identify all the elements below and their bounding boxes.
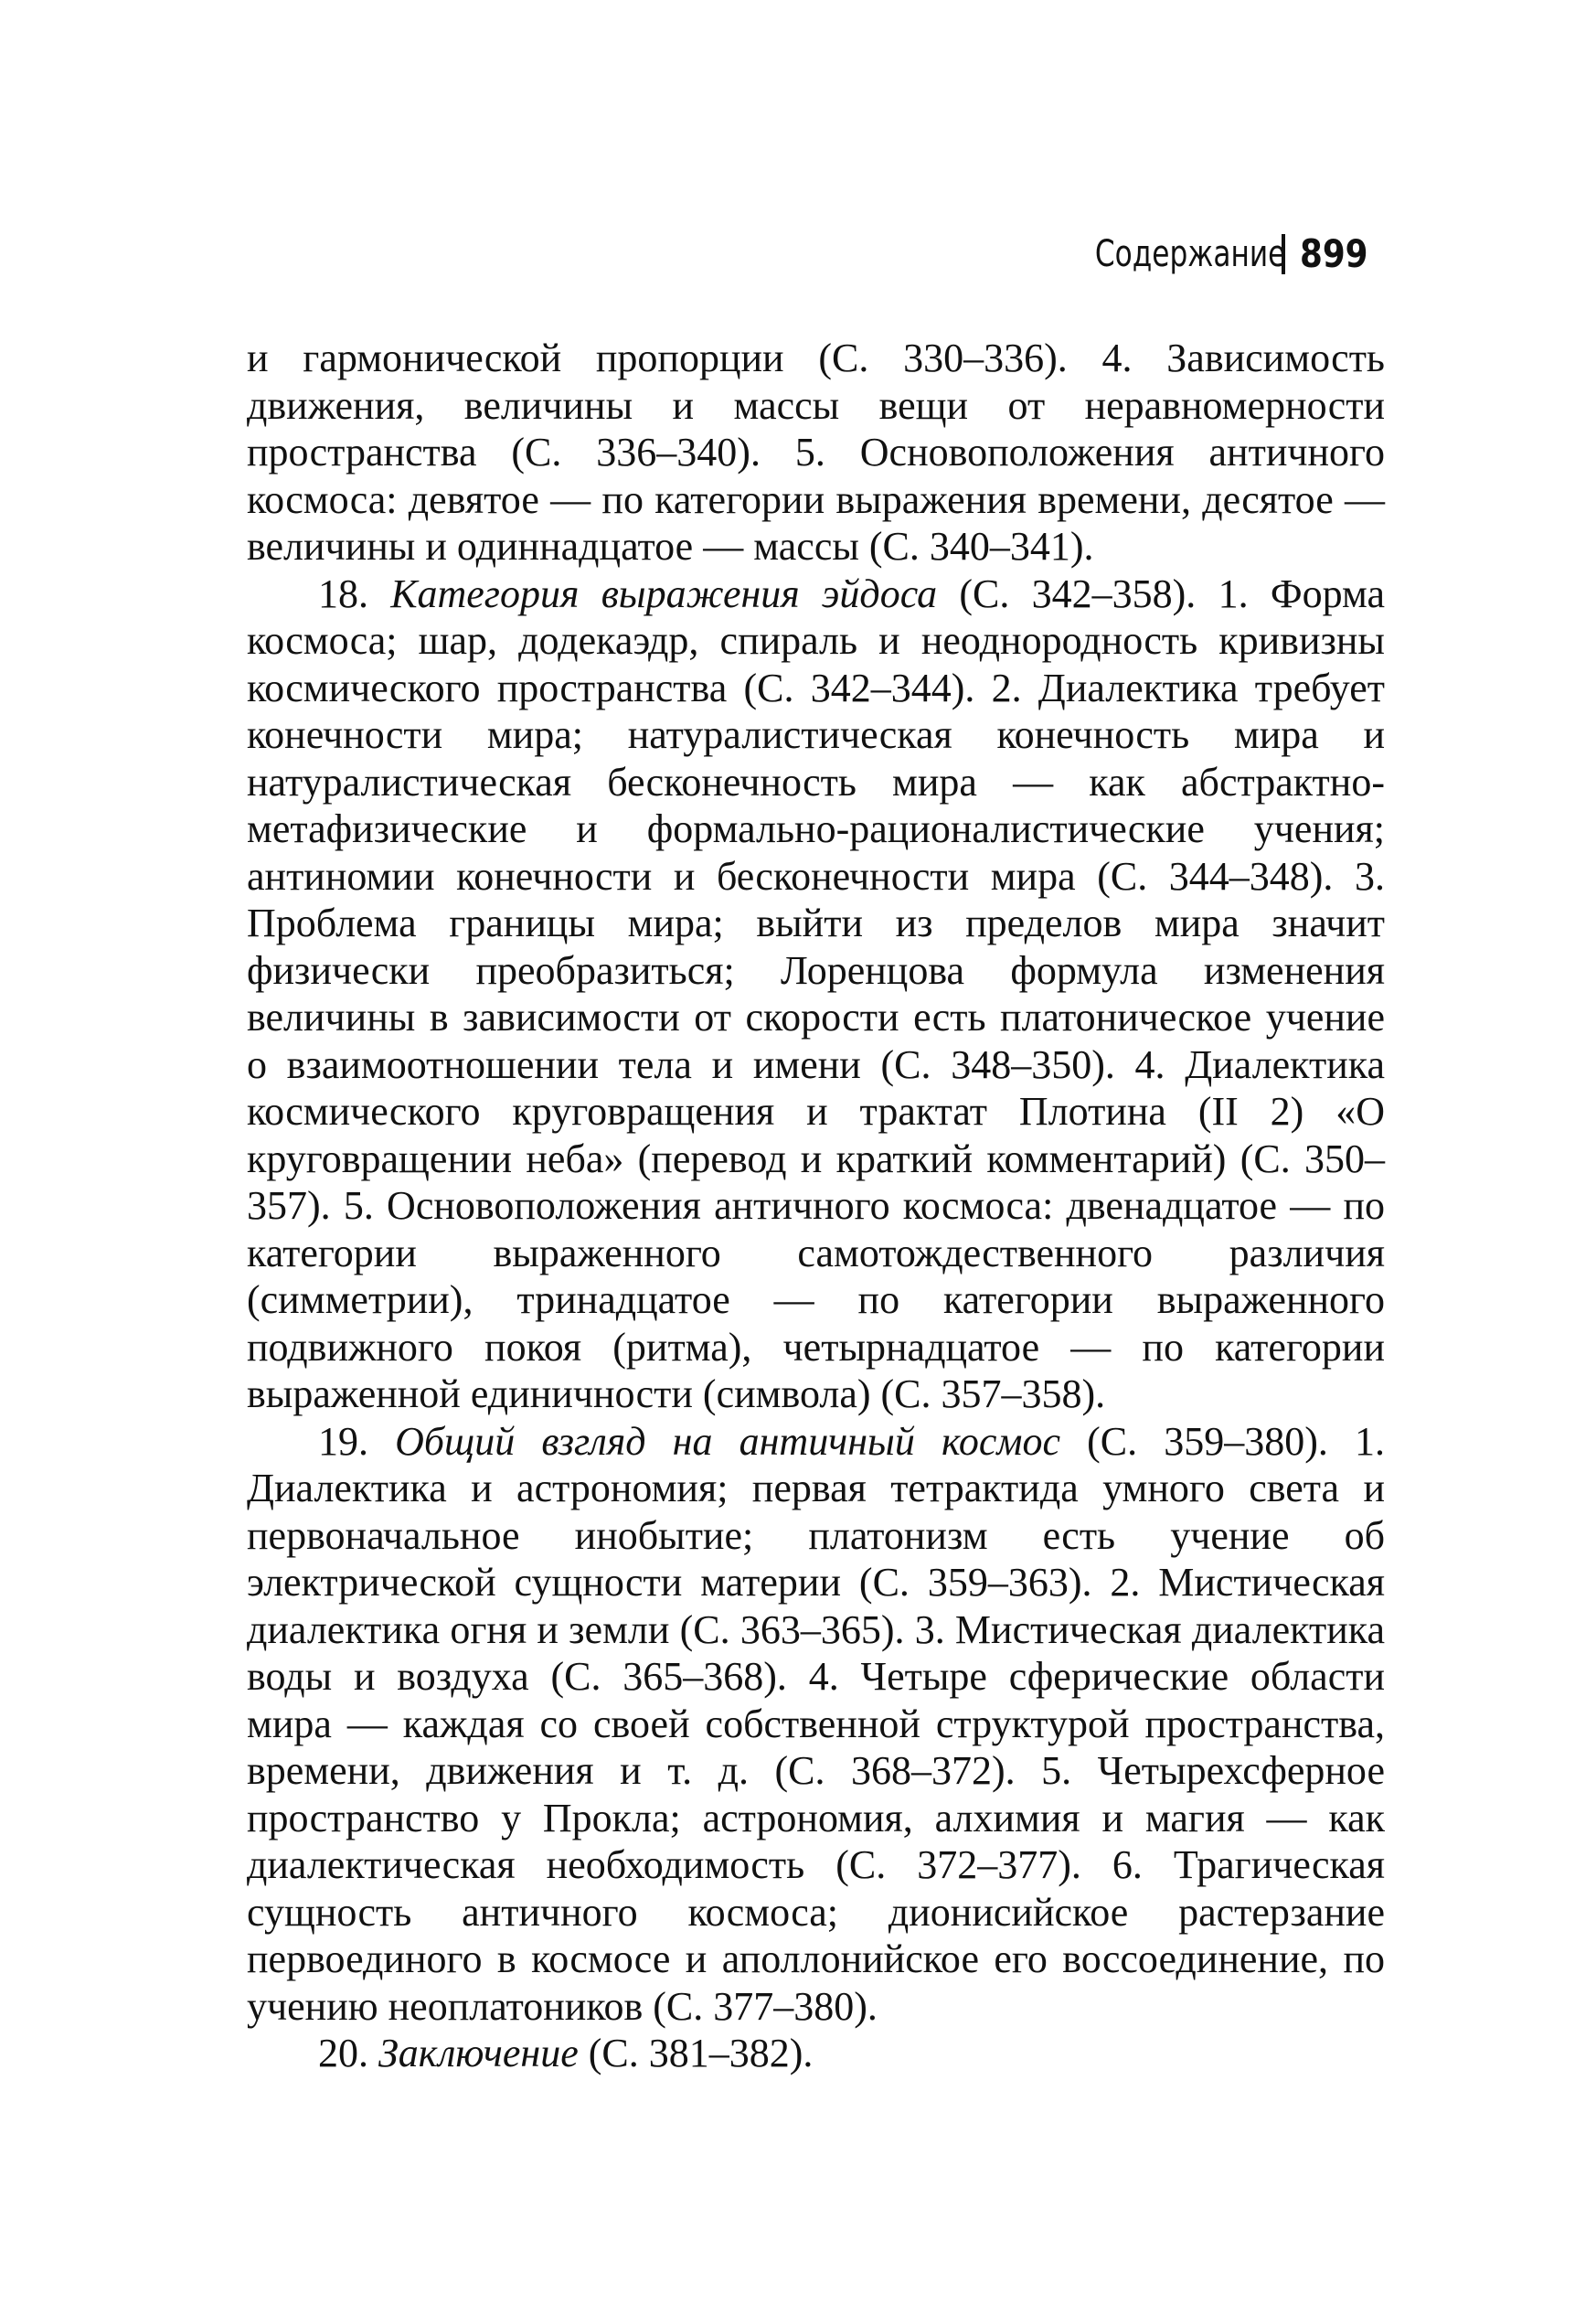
text-run: (С. 381–382).	[578, 2031, 814, 2075]
item-number: 19.	[318, 1418, 396, 1464]
text-run: (С. 359–380). 1. Диалектика и астрономия; первая тетрактида умного света и первоначальное инобытие; платонизм есть учение об электрической сущности материи (С. 359–363). 2. Мистическая диалектика огня и земли (С. 363–365). 3. Мистическая диалектика воды и воздуха (С. 365–368). 4. Четыре сферические области мира — каждая со своей собственной структурой пространства, времени, движения и т. д. (С. 368–372). 5. Четырехсферное пространство у Прокла; астрономия, алхимия и магия — как диалектическая необходимость (С. 372–377). 6. Трагическая сущность античного космоса; дионисийское растерзание первоединого в космосе и аполлонийское его воссоединение, по учению неоплатоников (С. 377–380).	[247, 1418, 1385, 2029]
item-number: 20.	[318, 2031, 378, 2075]
paragraph-20	[247, 2030, 1385, 2077]
running-head	[1041, 229, 1380, 280]
item-title: Категория выражения эйдоса	[390, 571, 938, 616]
text-run: и гармонической пропорции (С. 330–336). 4. Зависимость движения, величины и массы вещи от неравномерности пространства (С. 336–340). 5. Основоположения античного космоса: девятое — по категории выражения времени, десятое — величины и одиннадцатое — массы (С. 340–341).	[247, 336, 1385, 569]
item-number: 18.	[318, 571, 391, 616]
paragraph-18	[247, 571, 1385, 1418]
body-text	[247, 335, 1385, 2077]
section-title: Содержание	[1094, 233, 1286, 275]
paragraph-continuation	[247, 335, 1385, 571]
item-title: Заключение	[378, 2031, 579, 2075]
page-number: 899	[1300, 231, 1368, 276]
text-run: (С. 342–358). 1. Форма космоса; шар, додекаэдр, спираль и неоднородность кривизны космического пространства (С. 342–344). 2. Диалектика требует конечности мира; натуралистическая конечность мира и натуралистическая бесконечность мира — как абстрактно-метафизические и формально-рационалистические учения; антиномии конечности и бесконечности мира (С. 344–348). 3. Проблема границы мира; выйти из пределов мира значит физически преобразиться; Лоренцова формула изменения величины в зависимости от скорости есть платоническое учение о взаимоотношении тела и имени (С. 348–350). 4. Диалектика космического круговращения и трактат Плотина (II 2) «О круговращении неба» (перевод и краткий комментарий) (С. 350–357). 5. Основоположения античного космоса: двенадцатое — по категории выраженного самотождественного различия (симметрии), тринадцатое — по категории выраженного подвижного покоя (ритма), четырнадцатое — по категории выраженной единичности (символа) (С. 357–358).	[247, 571, 1386, 1416]
item-title: Общий взгляд на античный космос	[395, 1418, 1060, 1464]
paragraph-19	[247, 1418, 1385, 2031]
